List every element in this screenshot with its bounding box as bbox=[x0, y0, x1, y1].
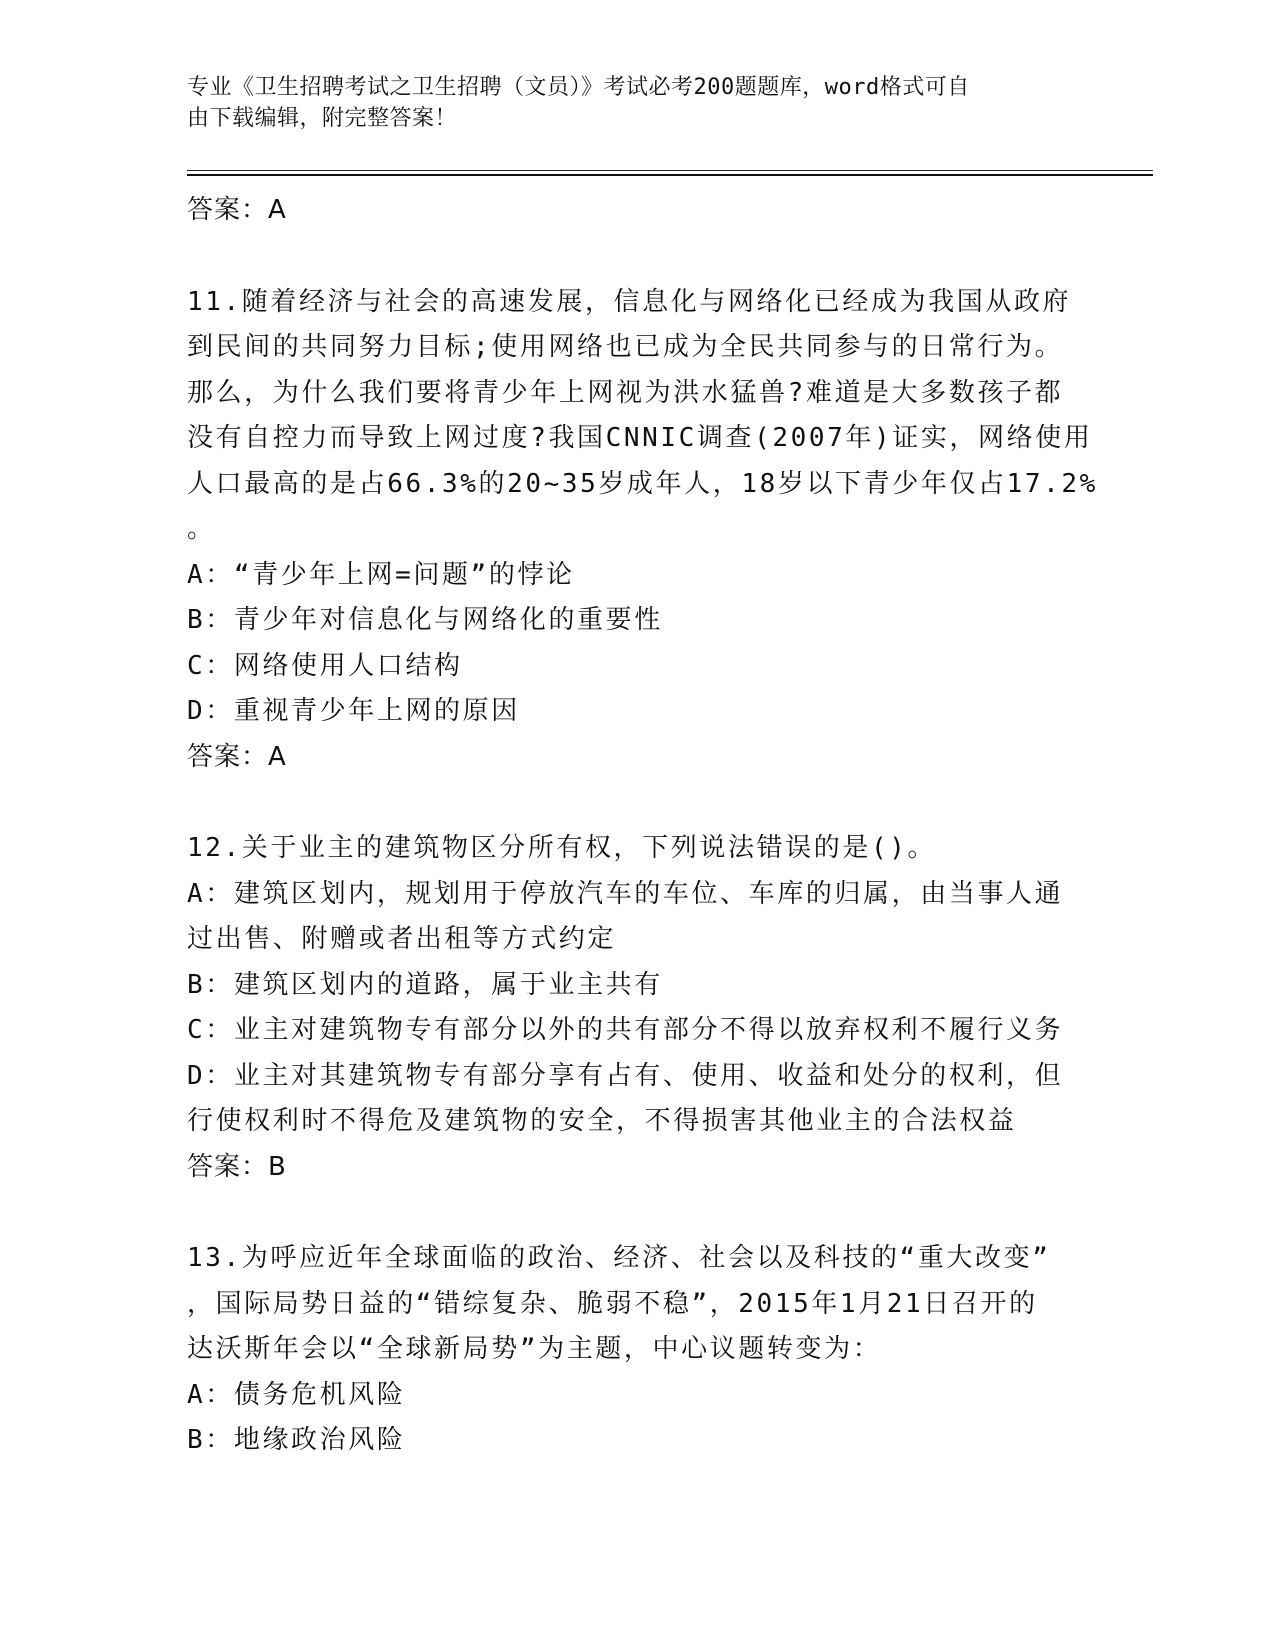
option-a: A：“青少年上网=问题”的悖论 bbox=[187, 559, 575, 590]
option-a: A：建筑区划内，规划用于停放汽车的车位、车库的归属，由当事人通 bbox=[187, 878, 1064, 909]
header-line-1: 专业《卫生招聘考试之卫生招聘（文员）》考试必考200题题库，word格式可自 bbox=[187, 75, 970, 100]
question-12 bbox=[187, 826, 1087, 1190]
option-a-continued: 过出售、附赠或者出租等方式约定 bbox=[187, 924, 617, 954]
option-a: A：债务危机风险 bbox=[187, 1379, 406, 1410]
block-spacer bbox=[187, 780, 1087, 826]
question-text-line: 没有自控力而导致上网过度?我国CNNIC调查(2007年)证实，网络使用 bbox=[187, 423, 1093, 453]
question-text-line: 人口最高的是占66.3%的20~35岁成年人，18岁以下青少年仅占17.2% bbox=[187, 468, 1098, 499]
answer-label: 答案：A bbox=[187, 741, 287, 772]
question-text-line: 那么，为什么我们要将青少年上网视为洪水猛兽?难道是大多数孩子都 bbox=[187, 377, 1064, 408]
option-b: B：地缘政治风险 bbox=[187, 1425, 406, 1455]
answer-label: 答案：A bbox=[187, 195, 287, 225]
header-line-2: 由下载编辑，附完整答案！ bbox=[187, 106, 458, 131]
option-b: B：建筑区划内的道路，属于业主共有 bbox=[187, 969, 663, 1000]
option-b: B：青少年对信息化与网络化的重要性 bbox=[187, 605, 663, 635]
document-body bbox=[187, 188, 1098, 1464]
question-text-line: 13.为呼应近年全球面临的政治、经济、社会以及科技的“重大改变” bbox=[187, 1243, 1051, 1273]
question-text-line: 达沃斯年会以“全球新局势”为主题，中心议题转变为： bbox=[187, 1334, 882, 1364]
header-divider-thick bbox=[187, 174, 1153, 176]
question-text-line: ，国际局势日益的“错综复杂、脆弱不稳”，2015年1月21日召开的 bbox=[187, 1288, 1038, 1319]
question-text-line: 到民间的共同努力目标;使用网络也已成为全民共同参与的日常行为。 bbox=[187, 332, 1064, 362]
question-13 bbox=[187, 1236, 1087, 1464]
question-text-line: 。 bbox=[187, 514, 216, 544]
question-text-line: 12.关于业主的建筑物区分所有权，下列说法错误的是()。 bbox=[187, 833, 937, 863]
question-11 bbox=[187, 280, 1098, 781]
option-c: C：网络使用人口结构 bbox=[187, 650, 463, 681]
block-spacer bbox=[187, 1190, 1087, 1236]
question-text-line: 11.随着经济与社会的高速发展，信息化与网络化已经成为我国从政府 bbox=[187, 286, 1072, 317]
answer-block-10 bbox=[187, 188, 1087, 234]
option-d: D：重视青少年上网的原因 bbox=[187, 696, 520, 726]
answer-label: 答案：B bbox=[187, 1151, 287, 1182]
header-divider-thin bbox=[187, 170, 1153, 171]
option-d: D：业主对其建筑物专有部分享有占有、使用、收益和处分的权利，但 bbox=[187, 1060, 1064, 1091]
option-d-continued: 行使权利时不得危及建筑物的安全，不得损害其他业主的合法权益 bbox=[187, 1106, 1017, 1136]
block-spacer bbox=[187, 234, 1087, 280]
document-header bbox=[187, 72, 1067, 134]
option-c: C：业主对建筑物专有部分以外的共有部分不得以放弃权利不履行义务 bbox=[187, 1015, 1064, 1045]
